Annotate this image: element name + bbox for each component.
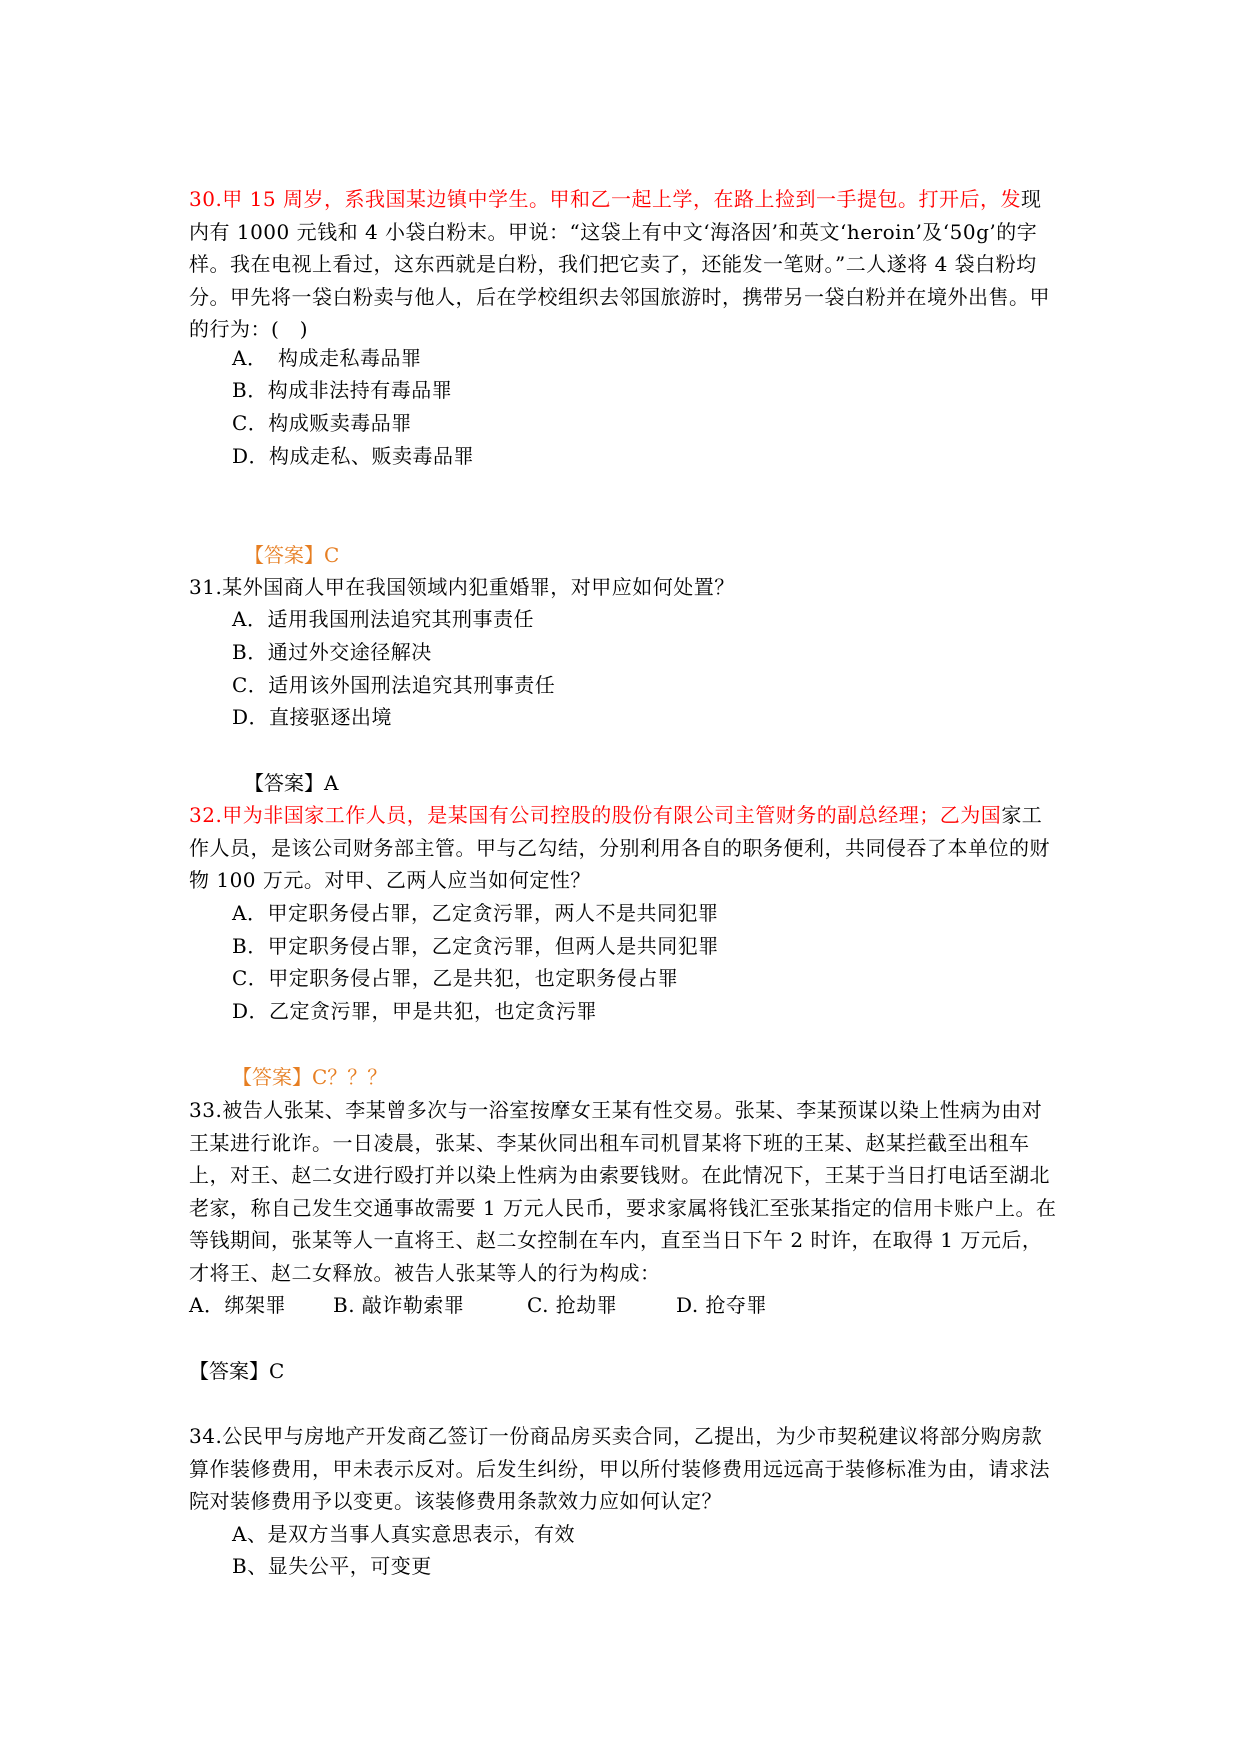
question-32-stem-rest: 家工作人员，是该公司财务部主管。甲与乙勾结，分别利用各自的职务便利，共同侵吞了本单位的财物 100 万元。对甲、乙两人应当如何定性？ (189, 803, 1050, 892)
answer-label: 【答案】 (189, 1359, 269, 1383)
question-31-stem: 31.某外国商人甲在我国领域内犯重婚罪，对甲应如何处置？ (189, 575, 735, 599)
question-34-option-b: B、显失公平，可变更 (232, 1554, 432, 1578)
question-32-option-c: C．甲定职务侵占罪，乙是共犯，也定职务侵占罪 (232, 966, 679, 990)
question-30-option-b: B．构成非法持有毒品罪 (232, 378, 453, 402)
question-32-option-a: A．甲定职务侵占罪，乙定贪污罪，两人不是共同犯罪 (232, 901, 719, 925)
question-31-answer (244, 767, 338, 800)
answer-label: 【答案】 (244, 543, 324, 567)
answer-value: C (324, 543, 340, 567)
question-33-option-d: D. 抢夺罪 (676, 1293, 768, 1317)
question-32-answer (232, 1061, 387, 1094)
question-31-option-a: A．适用我国刑法追究其刑事责任 (232, 607, 534, 631)
question-31-option-b: B．通过外交途径解决 (232, 640, 432, 664)
question-31-option-d: D．直接驱逐出境 (232, 705, 393, 729)
answer-value: C (269, 1359, 285, 1383)
question-33-option-c: C. 抢劫罪 (527, 1293, 618, 1317)
question-31-option-c: C．适用该外国刑法追究其刑事责任 (232, 673, 556, 697)
question-32-option-b: B．甲定职务侵占罪，乙定贪污罪，但两人是共同犯罪 (232, 934, 719, 958)
answer-label: 【答案】 (244, 771, 324, 795)
question-34-option-a: A、是双方当事人真实意思表示，有效 (232, 1522, 575, 1546)
answer-value: C？？？ (312, 1065, 388, 1089)
question-33-option-a: A．绑架罪 (189, 1293, 286, 1317)
question-30-stem-highlight: 30.甲 15 周岁，系我国某边镇中学生。甲和乙一起上学，在路上捡到一手提包。打开后，发 (189, 187, 1021, 211)
question-30-option-d: D．构成走私、贩卖毒品罪 (232, 444, 475, 468)
question-30-option-a: A． 构成走私毒品罪 (232, 346, 422, 370)
question-33-option-b: B. 敲诈勒索罪 (333, 1293, 465, 1317)
question-32-stem-highlight: 32.甲为非国家工作人员，是某国有公司控股的股份有限公司主管财务的副总经理；乙为国 (189, 803, 1002, 827)
question-32-stem (189, 799, 1059, 897)
answer-label: 【答案】 (232, 1065, 312, 1089)
question-30-option-c: C．构成贩卖毒品罪 (232, 411, 412, 435)
question-30-answer (244, 539, 339, 572)
question-30-stem-rest: 现内有 1000 元钱和 4 小袋白粉末。甲说：“这袋上有中文‘海洛因’和英文‘heroin’及‘50g’的字样。我在电视上看过，这东西就是白粉，我们把它卖了，还能发一笔财。”二人遂将 4 袋白粉均分。甲先将一袋白粉卖与他人，后在学校组织去邻国旅游时，携带另一袋白粉并在境外出售。甲的行为：( ) (189, 187, 1050, 341)
question-34-stem: 34.公民甲与房地产开发商乙签订一份商品房买卖合同，乙提出，为少市契税建议将部分购房款算作装修费用，甲未表示反对。后发生纠纷，甲以所付装修费用远远高于装修标准为由，请求法院对装修费用予以变更。该装修费用条款效力应如何认定？ (189, 1424, 1050, 1513)
question-33-stem: 33.被告人张某、李某曾多次与一浴室按摩女王某有性交易。张某、李某预谋以染上性病为由对王某进行讹诈。一日凌晨，张某、李某伙同出租车司机冒某将下班的王某、赵某拦截至出租车上，对王、赵二女进行殴打并以染上性病为由索要钱财。在此情况下，王某于当日打电话至湖北老家，称自己发生交通事故需要 1 万元人民币，要求家属将钱汇至张某指定的信用卡账户上。在等钱期间，张某等人一直将王、赵二女控制在车内，直至当日下午 2 时许，在取得 1 万元后，才将王、赵二女释放。被告人张某等人的行为构成： (189, 1098, 1057, 1285)
question-32-option-d: D．乙定贪污罪，甲是共犯，也定贪污罪 (232, 999, 598, 1023)
question-33-answer (189, 1355, 284, 1388)
answer-value: A (324, 771, 339, 795)
question-30-stem (189, 183, 1059, 346)
